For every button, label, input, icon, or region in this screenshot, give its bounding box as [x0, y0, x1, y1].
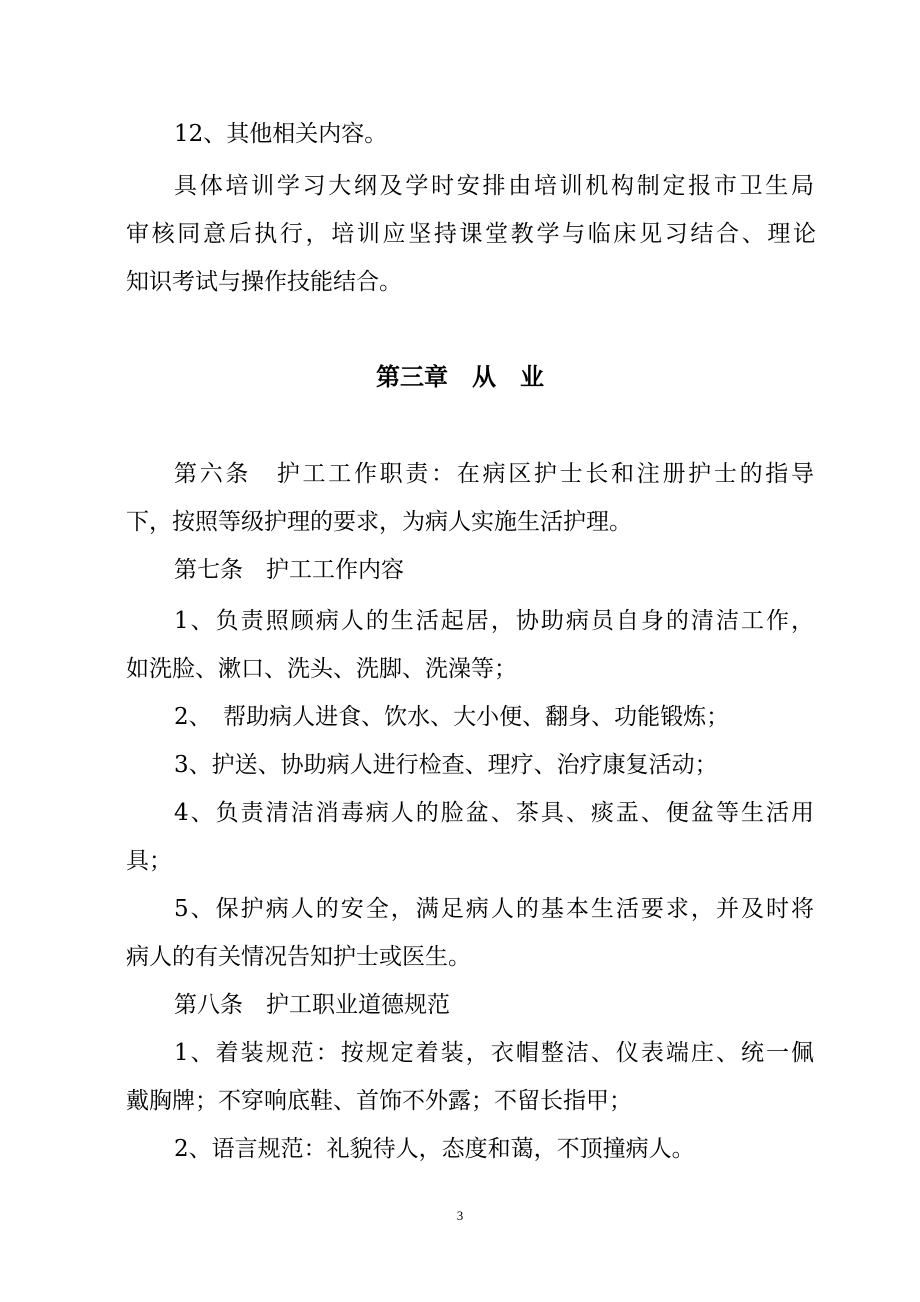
article-7-item-4-line-1: 4、负责清洁消毒病人的脸盆、茶具、痰盂、便盆等生活用: [174, 800, 814, 826]
article-8-heading: 第八条 护工职业道德规范: [174, 992, 450, 1018]
article-7-item-2: 2、 帮助病人进食、饮水、大小便、翻身、功能锻炼；: [174, 704, 730, 730]
text-line-item-12: 12、其他相关内容。: [174, 121, 388, 147]
article-6-line-1: 第六条 护工工作职责：在病区护士长和注册护士的指导: [174, 461, 814, 487]
chapter-heading: 第三章 从 业: [376, 363, 544, 391]
article-7-item-1-line-1: 1、负责照顾病人的生活起居，协助病员自身的清洁工作，: [174, 608, 814, 634]
text-line-training-combination: 知识考试与操作技能结合。: [126, 269, 402, 295]
article-7-item-5-line-1: 5、保护病人的安全，满足病人的基本生活要求，并及时将: [174, 896, 814, 922]
article-8-item-1-line-2: 戴胸牌；不穿响底鞋、首饰不外露；不留长指甲；: [126, 1088, 632, 1114]
text-line-training-approval: 审核同意后执行，培训应坚持课堂教学与临床见习结合、理论: [126, 221, 816, 247]
article-8-item-1-line-1: 1、着装规范：按规定着装，衣帽整洁、仪表端庄、统一佩: [174, 1040, 814, 1066]
article-7-item-1-line-2: 如洗脸、漱口、洗头、洗脚、洗澡等；: [126, 656, 517, 682]
article-8-item-2: 2、语言规范：礼貌待人，态度和蔼，不顶撞病人。: [174, 1136, 695, 1162]
article-6-line-2: 下，按照等级护理的要求，为病人实施生活护理。: [126, 509, 632, 535]
text-line-training-outline: 具体培训学习大纲及学时安排由培训机构制定报市卫生局: [174, 173, 814, 199]
article-7-item-5-line-2: 病人的有关情况告知护士或医生。: [126, 944, 471, 970]
article-7-item-4-line-2: 具；: [126, 848, 172, 874]
article-7-item-3: 3、护送、协助病人进行检查、理疗、治疗康复活动；: [174, 752, 718, 778]
article-7-heading: 第七条 护工工作内容: [174, 557, 404, 583]
page-number: 3: [456, 1208, 464, 1223]
